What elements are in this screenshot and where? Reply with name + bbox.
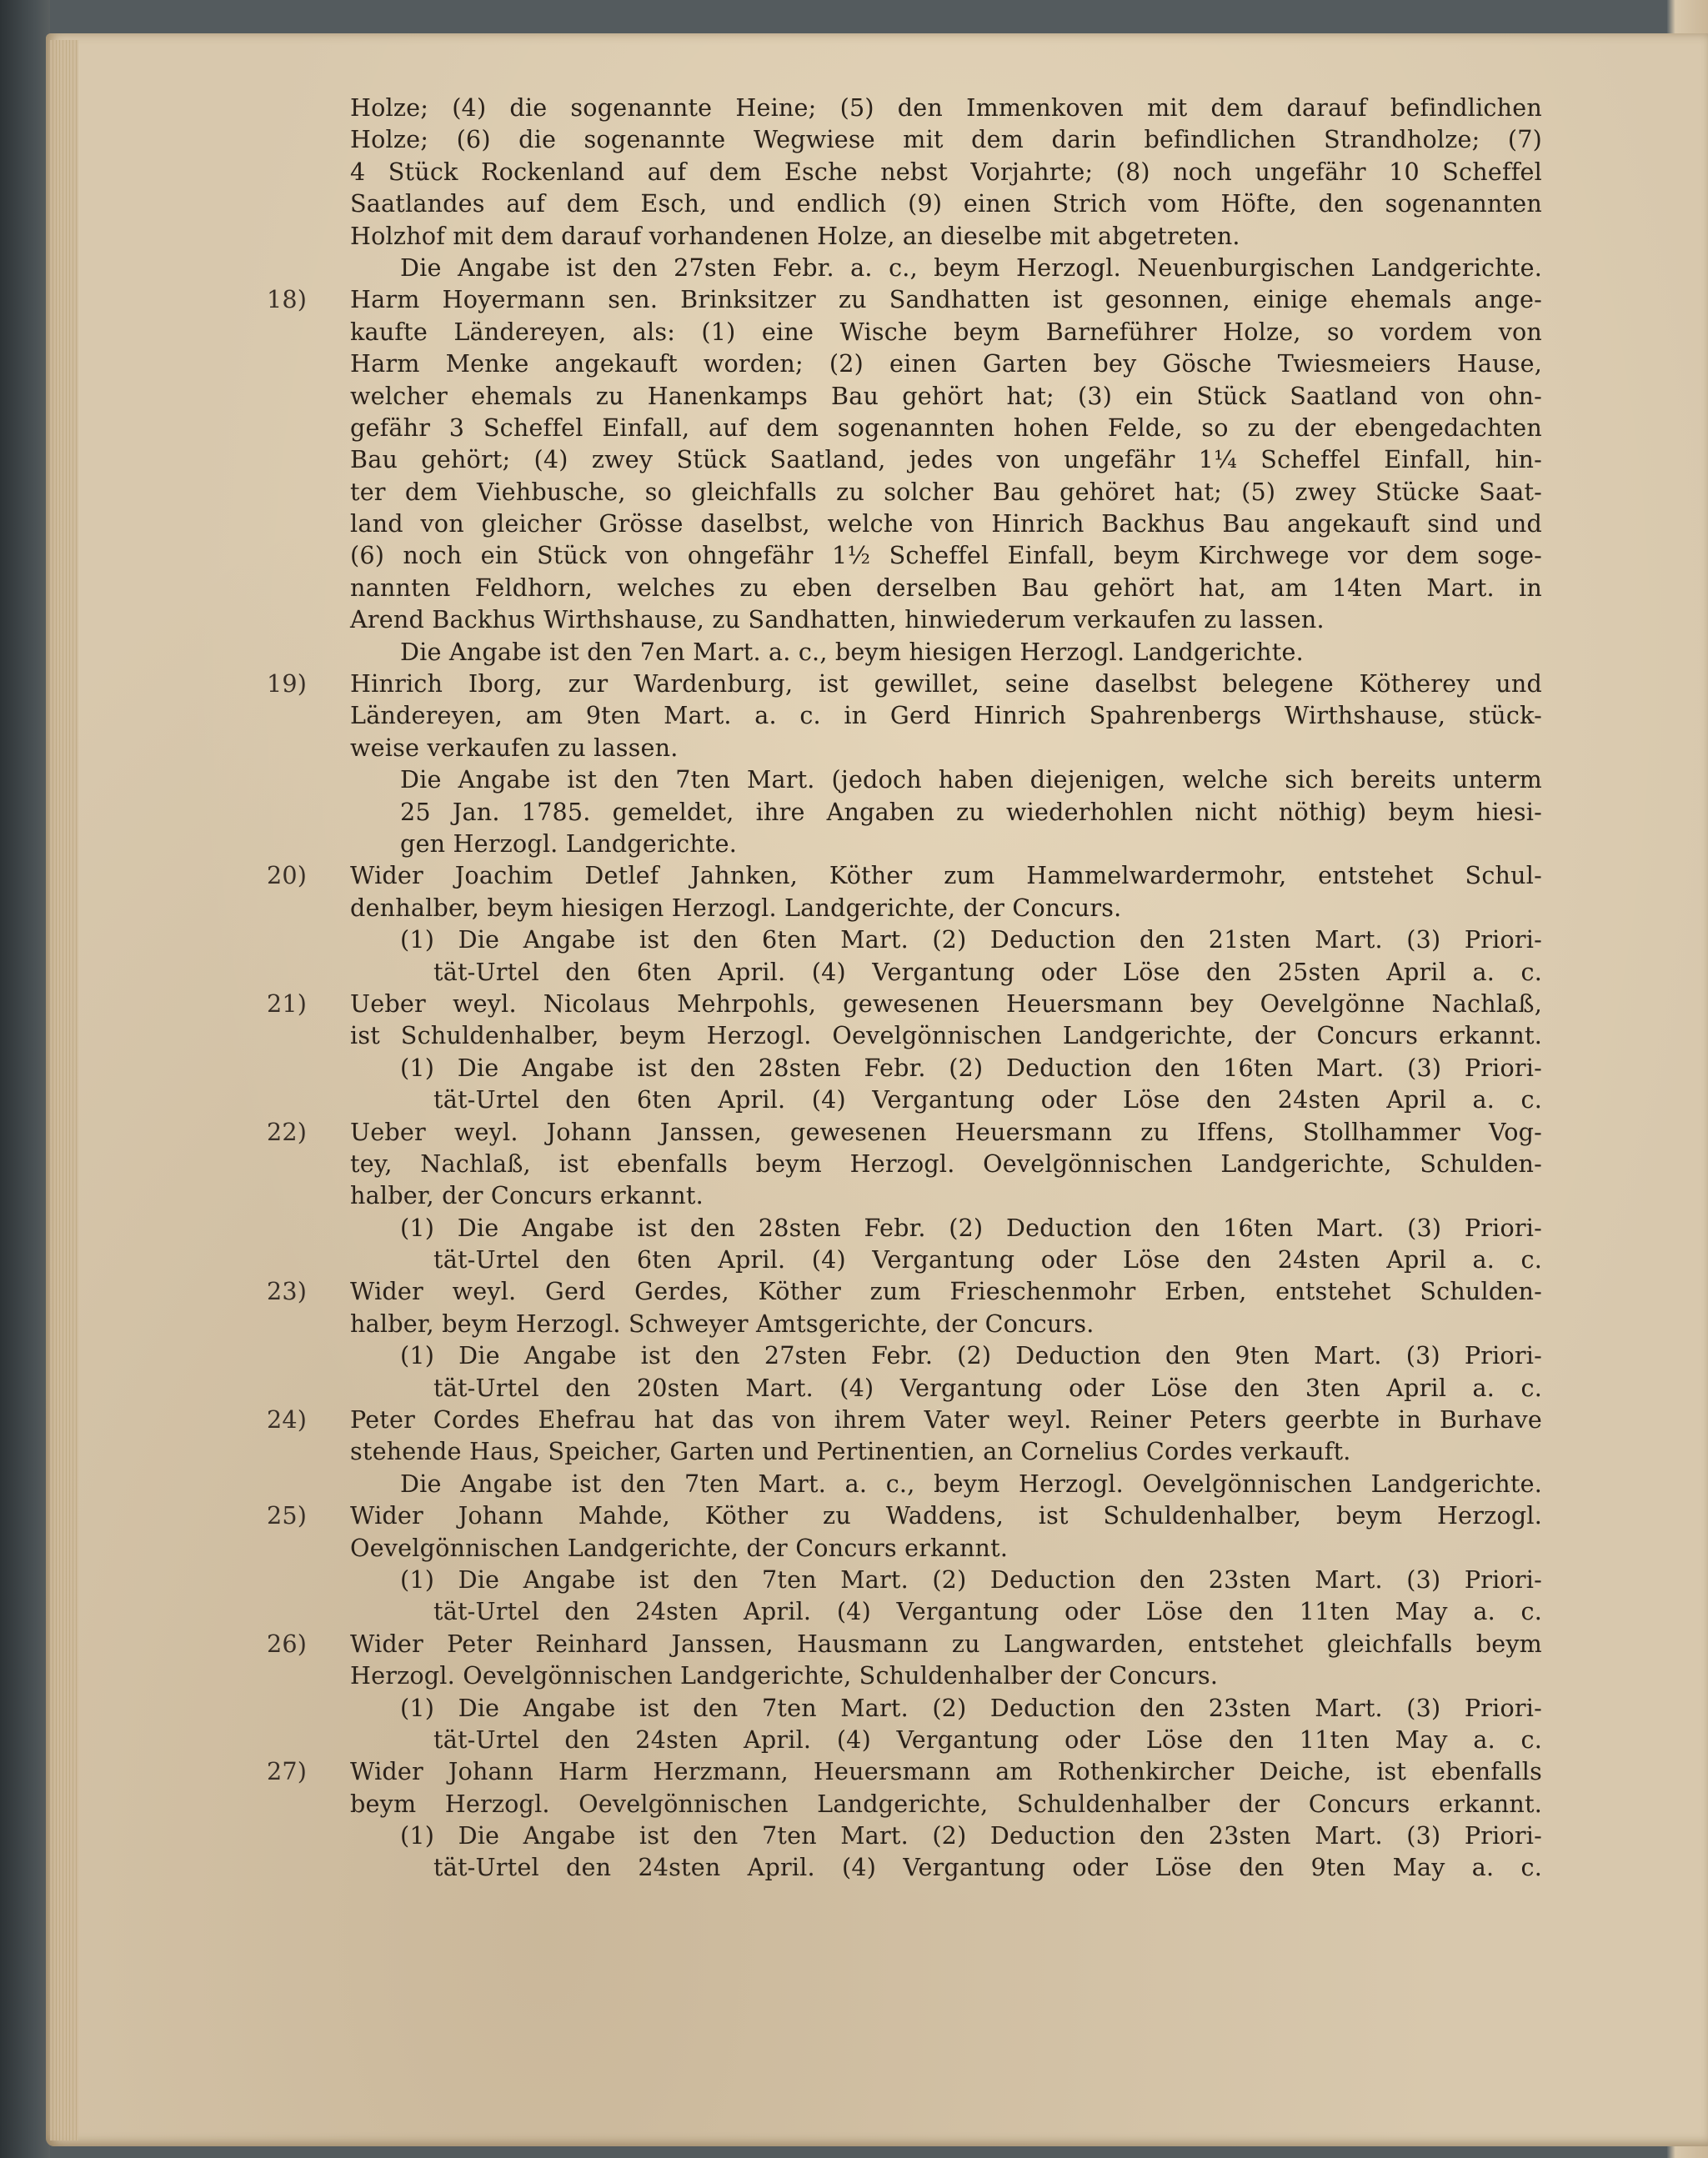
entry-number: 22) [267,1117,308,1146]
text-line [350,924,1542,955]
page-stack-edge [50,40,78,2140]
text-line [350,603,1542,635]
text-line [350,316,1542,348]
text-line [350,508,1542,539]
entry-number: 19) [267,669,308,698]
text-line [350,1372,1542,1404]
line-text: Ueber weyl. Nicolaus Mehrpohls, gewesenen Heuersmann bey Oevelgönne Nachlaß, [350,989,1542,1018]
text-line [350,476,1542,508]
text-line [267,283,1542,315]
line-text: ter dem Viehbusche, so gleichfalls zu solcher Bau gehöret hat; (5) zwey Stücke Saat- [350,477,1542,506]
text-line [350,1564,1542,1595]
line-text: (1) Die Angabe ist den 6ten Mart. (2) Deduction den 21sten Mart. (3) Priori- [400,925,1542,954]
text-line [350,956,1542,988]
line-text: Holze; (6) die sogenannte Wegwiese mit dem darin befindlichen Strandholze; (7) [350,125,1542,154]
text-line [350,1435,1542,1467]
line-text: Wider Johann Mahde, Köther zu Waddens, ist Schuldenhalber, beym Herzogl. [350,1501,1542,1530]
line-text: 25 Jan. 1785. gemeldet, ihre Angaben zu wiederhohlen nicht nöthig) beym hiesi- [400,797,1542,826]
line-text: Saatlandes auf dem Esch, und endlich (9) einen Strich vom Höfte, den sogenannten [350,189,1542,218]
line-text: (1) Die Angabe ist den 7ten Mart. (2) Deduction den 23sten Mart. (3) Priori- [400,1821,1542,1850]
line-text: Harm Hoyermann sen. Brinksitzer zu Sandhatten ist gesonnen, einige ehemals ange- [350,285,1542,314]
line-text: Holze; (4) die sogenannte Heine; (5) den Immenkoven mit dem darauf befindlichen [350,93,1542,122]
line-text: (1) Die Angabe ist den 7ten Mart. (2) Deduction den 23sten Mart. (3) Priori- [400,1693,1542,1722]
text-line [350,539,1542,571]
line-text: (1) Die Angabe ist den 7ten Mart. (2) Deduction den 23sten Mart. (3) Priori- [400,1565,1542,1594]
text-line [267,1500,1542,1531]
line-text: Wider Peter Reinhard Janssen, Hausmann zu Langwarden, entstehet gleichfalls beym [350,1629,1542,1658]
text-line [350,1179,1542,1211]
text-line [350,572,1542,603]
line-text: weise verkaufen zu lassen. [350,733,679,762]
line-text: tät-Urtel den 24sten April. (4) Vergantung oder Löse den 11ten May a. c. [433,1725,1542,1754]
text-line [350,1244,1542,1275]
text-line [267,988,1542,1019]
text-line [350,796,1542,828]
line-text: Wider Joachim Detlef Jahnken, Köther zum Hammelwardermohr, entstehet Schul- [350,861,1542,890]
text-line [350,220,1542,252]
line-text: Bau gehört; (4) zwey Stück Saatland, jedes von ungefähr 1¼ Scheffel Einfall, hin- [350,445,1542,474]
line-text: Herzogl. Oevelgönnischen Landgerichte, Schuldenhalber der Concurs. [350,1661,1219,1690]
text-line [350,1692,1542,1724]
entry-number: 20) [267,861,308,890]
text-line [350,732,1542,764]
line-text: tät-Urtel den 6ten April. (4) Vergantung oder Löse den 25sten April a. c. [433,957,1542,986]
text-line [350,699,1542,731]
text-line [350,188,1542,219]
text-line [350,1660,1542,1691]
line-text: (1) Die Angabe ist den 28sten Febr. (2) Deduction den 16ten Mart. (3) Priori- [400,1213,1542,1242]
text-line [350,1308,1542,1339]
line-text: ist Schuldenhalber, beym Herzogl. Oevelgönnischen Landgerichte, der Concurs erkannt. [350,1021,1542,1050]
text-line [267,859,1542,891]
text-line [350,92,1542,123]
line-text: tät-Urtel den 24sten April. (4) Vergantung oder Löse den 9ten May a. c. [433,1853,1542,1882]
entry-number: 27) [267,1757,308,1786]
text-line [350,1468,1542,1500]
line-text: tät-Urtel den 24sten April. (4) Vergantung oder Löse den 11ten May a. c. [433,1597,1542,1626]
line-text: tät-Urtel den 6ten April. (4) Vergantung oder Löse den 24sten April a. c. [433,1245,1542,1274]
line-text: Arend Backhus Wirthshause, zu Sandhatten, hinwiederum verkaufen zu lassen. [350,605,1325,634]
text-line [267,1275,1542,1307]
text-line [267,668,1542,699]
line-text: Oevelgönnischen Landgerichte, der Concurs erkannt. [350,1533,1009,1562]
line-text: stehende Haus, Speicher, Garten und Pertinentien, an Cornelius Cordes verkauft. [350,1437,1351,1466]
text-line [350,636,1542,668]
text-line [350,123,1542,155]
line-text: Holzhof mit dem darauf vorhandenen Holze, an dieselbe mit abgetreten. [350,221,1240,250]
text-line [350,1595,1542,1627]
text-line [350,380,1542,412]
text-line [350,252,1542,283]
text-line [267,1116,1542,1148]
entry-number: 23) [267,1277,308,1306]
line-text: halber, beym Herzogl. Schweyer Amtsgerichte, der Concurs. [350,1309,1094,1338]
line-text: Die Angabe ist den 7en Mart. a. c., beym hiesigen Herzogl. Landgerichte. [400,637,1304,666]
line-text: gen Herzogl. Landgerichte. [400,829,738,858]
text-line [350,156,1542,188]
text-line [350,443,1542,475]
text-line [350,1084,1542,1115]
entry-number: 21) [267,989,308,1018]
text-line [350,348,1542,379]
line-text: Ländereyen, am 9ten Mart. a. c. in Gerd Hinrich Spahrenbergs Wirthshause, stück- [350,701,1542,730]
entry-number: 25) [267,1501,308,1530]
line-text: tey, Nachlaß, ist ebenfalls beym Herzogl. Oevelgönnischen Landgerichte, Schulden- [350,1149,1542,1178]
scan-background [0,0,50,2158]
text-line [350,1212,1542,1244]
entry-number: 26) [267,1629,308,1658]
text-line [267,1755,1542,1787]
entry-number: 24) [267,1405,308,1434]
text-line [350,1820,1542,1851]
line-text: denhalber, beym hiesigen Herzogl. Landgerichte, der Concurs. [350,893,1122,922]
line-text: Die Angabe ist den 7ten Mart. (jedoch haben diejenigen, welche sich bereits unterm [400,765,1542,794]
text-line [267,1628,1542,1660]
line-text: Wider weyl. Gerd Gerdes, Köther zum Frieschenmohr Erben, entstehet Schulden- [350,1277,1542,1306]
line-text: gefähr 3 Scheffel Einfall, auf dem sogenannten hohen Felde, so zu der ebengedachten [350,413,1542,442]
line-text: 4 Stück Rockenland auf dem Esche nebst Vorjahrte; (8) noch ungefähr 10 Scheffel [350,157,1542,186]
text-line [350,1724,1542,1755]
line-text: Hinrich Iborg, zur Wardenburg, ist gewillet, seine daselbst belegene Kötherey und [350,669,1542,698]
line-text: Harm Menke angekauft worden; (2) einen Garten bey Gösche Twiesmeiers Hause, [350,349,1542,378]
text-line [350,1788,1542,1820]
text-line [350,892,1542,924]
text-line [267,1404,1542,1435]
line-text: tät-Urtel den 20sten Mart. (4) Vergantung oder Löse den 3ten April a. c. [433,1373,1542,1402]
text-line [350,1339,1542,1371]
line-text: Ueber weyl. Johann Janssen, gewesenen Heuersmann zu Iffens, Stollhammer Vog- [350,1117,1542,1146]
line-text: land von gleicher Grösse daselbst, welche von Hinrich Backhus Bau angekauft sind und [350,509,1542,538]
line-text: (1) Die Angabe ist den 28sten Febr. (2) Deduction den 16ten Mart. (3) Priori- [400,1053,1542,1082]
text-line [350,412,1542,443]
text-line [350,1851,1542,1883]
line-text: Die Angabe ist den 27sten Febr. a. c., beym Herzogl. Neuenburgischen Landgerichte. [400,253,1542,282]
line-text: kaufte Ländereyen, als: (1) eine Wische beym Barneführer Holze, so vordem von [350,317,1542,346]
text-line [350,1148,1542,1179]
line-text: (1) Die Angabe ist den 27sten Febr. (2) Deduction den 9ten Mart. (3) Priori- [400,1341,1542,1370]
line-text: Wider Johann Harm Herzmann, Heuersmann am Rothenkircher Deiche, ist ebenfalls [350,1757,1542,1786]
line-text: halber, der Concurs erkannt. [350,1181,704,1210]
entry-number: 18) [267,285,308,314]
line-text: nannten Feldhorn, welches zu eben derselben Bau gehört hat, am 14ten Mart. in [350,573,1542,602]
text-line [350,764,1542,795]
page-text-body [267,92,1542,1884]
line-text: (6) noch ein Stück von ohngefähr 1½ Scheffel Einfall, beym Kirchwege vor dem soge- [350,541,1542,570]
text-line [350,828,1542,859]
line-text: Peter Cordes Ehefrau hat das von ihrem Vater weyl. Reiner Peters geerbte in Burhave [350,1405,1542,1434]
line-text: tät-Urtel den 6ten April. (4) Vergantung oder Löse den 24sten April a. c. [433,1085,1542,1114]
text-line [350,1532,1542,1564]
text-line [350,1052,1542,1084]
line-text: Die Angabe ist den 7ten Mart. a. c., beym Herzogl. Oevelgönnischen Landgerichte. [400,1469,1542,1498]
line-text: welcher ehemals zu Hanenkamps Bau gehört hat; (3) ein Stück Saatland von ohn- [350,381,1542,410]
text-line [350,1019,1542,1051]
line-text: beym Herzogl. Oevelgönnischen Landgerichte, Schuldenhalber der Concurs erkannt. [350,1789,1542,1818]
